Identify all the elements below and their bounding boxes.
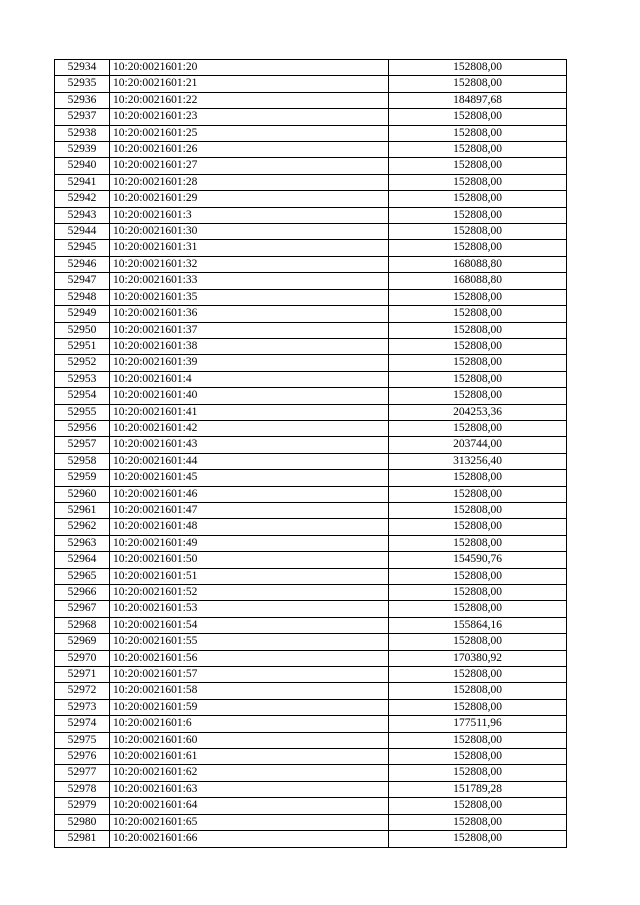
row-number-cell: 52981 (55, 831, 110, 847)
table-row (55, 355, 567, 371)
row-number-cell: 52944 (55, 224, 110, 240)
table-row (55, 256, 567, 272)
cadastral-number-cell: 10:20:0021601:47 (110, 502, 389, 518)
value-cell: 168088,80 (389, 256, 567, 272)
row-number-cell: 52946 (55, 256, 110, 272)
value-cell: 152808,00 (389, 76, 567, 92)
table-row (55, 76, 567, 92)
cadastral-number-cell: 10:20:0021601:60 (110, 732, 389, 748)
table-row (55, 732, 567, 748)
value-cell: 152808,00 (389, 601, 567, 617)
value-cell: 313256,40 (389, 453, 567, 469)
value-cell: 152808,00 (389, 798, 567, 814)
value-cell: 152808,00 (389, 60, 567, 76)
row-number-cell: 52976 (55, 749, 110, 765)
cadastral-number-cell: 10:20:0021601:62 (110, 765, 389, 781)
value-cell: 152808,00 (389, 749, 567, 765)
value-cell: 152808,00 (389, 683, 567, 699)
row-number-cell: 52956 (55, 420, 110, 436)
cadastral-number-cell: 10:20:0021601:55 (110, 634, 389, 650)
row-number-cell: 52975 (55, 732, 110, 748)
value-cell: 154590,76 (389, 552, 567, 568)
value-cell: 170380,92 (389, 650, 567, 666)
value-cell: 152808,00 (389, 125, 567, 141)
cadastral-number-cell: 10:20:0021601:32 (110, 256, 389, 272)
table-row (55, 191, 567, 207)
value-cell: 152808,00 (389, 289, 567, 305)
row-number-cell: 52970 (55, 650, 110, 666)
row-number-cell: 52972 (55, 683, 110, 699)
cadastral-number-cell: 10:20:0021601:20 (110, 60, 389, 76)
value-cell: 152808,00 (389, 634, 567, 650)
value-cell: 177511,96 (389, 716, 567, 732)
row-number-cell: 52979 (55, 798, 110, 814)
cadastral-number-cell: 10:20:0021601:28 (110, 174, 389, 190)
table-row (55, 125, 567, 141)
cadastral-number-cell: 10:20:0021601:48 (110, 519, 389, 535)
table-row (55, 207, 567, 223)
row-number-cell: 52980 (55, 814, 110, 830)
row-number-cell: 52951 (55, 338, 110, 354)
table-row (55, 338, 567, 354)
row-number-cell: 52948 (55, 289, 110, 305)
value-cell: 152808,00 (389, 174, 567, 190)
row-number-cell: 52977 (55, 765, 110, 781)
value-cell: 152808,00 (389, 831, 567, 847)
table-body (55, 60, 567, 848)
row-number-cell: 52967 (55, 601, 110, 617)
table-row (55, 781, 567, 797)
row-number-cell: 52973 (55, 699, 110, 715)
row-number-cell: 52955 (55, 404, 110, 420)
cadastral-number-cell: 10:20:0021601:4 (110, 371, 389, 387)
cadastral-number-cell: 10:20:0021601:44 (110, 453, 389, 469)
cadastral-number-cell: 10:20:0021601:63 (110, 781, 389, 797)
cadastral-number-cell: 10:20:0021601:36 (110, 306, 389, 322)
value-cell: 152808,00 (389, 191, 567, 207)
value-cell: 152808,00 (389, 338, 567, 354)
row-number-cell: 52941 (55, 174, 110, 190)
cadastral-number-cell: 10:20:0021601:57 (110, 667, 389, 683)
value-cell: 152808,00 (389, 322, 567, 338)
table-row (55, 502, 567, 518)
row-number-cell: 52964 (55, 552, 110, 568)
value-cell: 152808,00 (389, 732, 567, 748)
table-row (55, 174, 567, 190)
row-number-cell: 52945 (55, 240, 110, 256)
table-row (55, 306, 567, 322)
cadastral-number-cell: 10:20:0021601:59 (110, 699, 389, 715)
row-number-cell: 52950 (55, 322, 110, 338)
row-number-cell: 52969 (55, 634, 110, 650)
value-cell: 152808,00 (389, 371, 567, 387)
row-number-cell: 52958 (55, 453, 110, 469)
table-row (55, 289, 567, 305)
cadastral-number-cell: 10:20:0021601:65 (110, 814, 389, 830)
cadastral-number-cell: 10:20:0021601:30 (110, 224, 389, 240)
cadastral-number-cell: 10:20:0021601:29 (110, 191, 389, 207)
value-cell: 203744,00 (389, 437, 567, 453)
table-row (55, 453, 567, 469)
value-cell: 152808,00 (389, 667, 567, 683)
cadastral-number-cell: 10:20:0021601:42 (110, 420, 389, 436)
row-number-cell: 52953 (55, 371, 110, 387)
table-row (55, 109, 567, 125)
cadastral-number-cell: 10:20:0021601:56 (110, 650, 389, 666)
row-number-cell: 52940 (55, 158, 110, 174)
table-row (55, 404, 567, 420)
row-number-cell: 52943 (55, 207, 110, 223)
cadastral-number-cell: 10:20:0021601:25 (110, 125, 389, 141)
value-cell: 204253,36 (389, 404, 567, 420)
value-cell: 152808,00 (389, 535, 567, 551)
cadastral-number-cell: 10:20:0021601:35 (110, 289, 389, 305)
table-row (55, 388, 567, 404)
table-row (55, 798, 567, 814)
cadastral-number-cell: 10:20:0021601:51 (110, 568, 389, 584)
value-cell: 152808,00 (389, 814, 567, 830)
row-number-cell: 52968 (55, 617, 110, 633)
cadastral-number-cell: 10:20:0021601:27 (110, 158, 389, 174)
cadastral-number-cell: 10:20:0021601:41 (110, 404, 389, 420)
table-row (55, 470, 567, 486)
table-row (55, 765, 567, 781)
row-number-cell: 52939 (55, 142, 110, 158)
cadastral-number-cell: 10:20:0021601:3 (110, 207, 389, 223)
table-row (55, 371, 567, 387)
cadastral-number-cell: 10:20:0021601:46 (110, 486, 389, 502)
table-row (55, 273, 567, 289)
value-cell: 152808,00 (389, 502, 567, 518)
value-cell: 152808,00 (389, 142, 567, 158)
cadastral-number-cell: 10:20:0021601:38 (110, 338, 389, 354)
table-row (55, 486, 567, 502)
value-cell: 168088,80 (389, 273, 567, 289)
table-row (55, 667, 567, 683)
value-cell: 152808,00 (389, 355, 567, 371)
cadastral-number-cell: 10:20:0021601:33 (110, 273, 389, 289)
cadastral-number-cell: 10:20:0021601:52 (110, 585, 389, 601)
cadastral-value-table (54, 59, 567, 848)
value-cell: 152808,00 (389, 765, 567, 781)
cadastral-number-cell: 10:20:0021601:22 (110, 92, 389, 108)
table-row (55, 92, 567, 108)
row-number-cell: 52942 (55, 191, 110, 207)
value-cell: 152808,00 (389, 470, 567, 486)
value-cell: 152808,00 (389, 388, 567, 404)
cadastral-number-cell: 10:20:0021601:58 (110, 683, 389, 699)
table-row (55, 585, 567, 601)
value-cell: 152808,00 (389, 585, 567, 601)
table-row (55, 699, 567, 715)
table-row (55, 749, 567, 765)
row-number-cell: 52938 (55, 125, 110, 141)
cadastral-number-cell: 10:20:0021601:64 (110, 798, 389, 814)
row-number-cell: 52936 (55, 92, 110, 108)
table-row (55, 142, 567, 158)
table-row (55, 683, 567, 699)
table-row (55, 60, 567, 76)
table-row (55, 552, 567, 568)
row-number-cell: 52971 (55, 667, 110, 683)
table-row (55, 322, 567, 338)
value-cell: 152808,00 (389, 158, 567, 174)
value-cell: 152808,00 (389, 224, 567, 240)
cadastral-number-cell: 10:20:0021601:39 (110, 355, 389, 371)
table-row (55, 831, 567, 847)
document-page (54, 59, 566, 848)
row-number-cell: 52966 (55, 585, 110, 601)
row-number-cell: 52952 (55, 355, 110, 371)
table-row (55, 519, 567, 535)
row-number-cell: 52963 (55, 535, 110, 551)
cadastral-number-cell: 10:20:0021601:61 (110, 749, 389, 765)
table-row (55, 420, 567, 436)
row-number-cell: 52954 (55, 388, 110, 404)
row-number-cell: 52978 (55, 781, 110, 797)
row-number-cell: 52965 (55, 568, 110, 584)
row-number-cell: 52947 (55, 273, 110, 289)
cadastral-number-cell: 10:20:0021601:53 (110, 601, 389, 617)
value-cell: 152808,00 (389, 420, 567, 436)
cadastral-number-cell: 10:20:0021601:23 (110, 109, 389, 125)
row-number-cell: 52937 (55, 109, 110, 125)
row-number-cell: 52949 (55, 306, 110, 322)
cadastral-number-cell: 10:20:0021601:37 (110, 322, 389, 338)
row-number-cell: 52962 (55, 519, 110, 535)
row-number-cell: 52935 (55, 76, 110, 92)
value-cell: 152808,00 (389, 240, 567, 256)
row-number-cell: 52957 (55, 437, 110, 453)
cadastral-number-cell: 10:20:0021601:49 (110, 535, 389, 551)
value-cell: 152808,00 (389, 109, 567, 125)
table-row (55, 535, 567, 551)
value-cell: 152808,00 (389, 699, 567, 715)
table-row (55, 716, 567, 732)
row-number-cell: 52960 (55, 486, 110, 502)
cadastral-number-cell: 10:20:0021601:66 (110, 831, 389, 847)
value-cell: 152808,00 (389, 207, 567, 223)
cadastral-number-cell: 10:20:0021601:31 (110, 240, 389, 256)
table-row (55, 601, 567, 617)
value-cell: 151789,28 (389, 781, 567, 797)
value-cell: 152808,00 (389, 568, 567, 584)
cadastral-number-cell: 10:20:0021601:26 (110, 142, 389, 158)
cadastral-number-cell: 10:20:0021601:21 (110, 76, 389, 92)
value-cell: 152808,00 (389, 486, 567, 502)
value-cell: 152808,00 (389, 306, 567, 322)
row-number-cell: 52961 (55, 502, 110, 518)
table-row (55, 634, 567, 650)
table-row (55, 617, 567, 633)
value-cell: 155864,16 (389, 617, 567, 633)
cadastral-number-cell: 10:20:0021601:40 (110, 388, 389, 404)
row-number-cell: 52959 (55, 470, 110, 486)
table-row (55, 224, 567, 240)
value-cell: 152808,00 (389, 519, 567, 535)
cadastral-number-cell: 10:20:0021601:50 (110, 552, 389, 568)
cadastral-number-cell: 10:20:0021601:45 (110, 470, 389, 486)
table-row (55, 650, 567, 666)
table-row (55, 568, 567, 584)
cadastral-number-cell: 10:20:0021601:54 (110, 617, 389, 633)
cadastral-number-cell: 10:20:0021601:6 (110, 716, 389, 732)
cadastral-number-cell: 10:20:0021601:43 (110, 437, 389, 453)
row-number-cell: 52934 (55, 60, 110, 76)
table-row (55, 240, 567, 256)
table-row (55, 158, 567, 174)
row-number-cell: 52974 (55, 716, 110, 732)
value-cell: 184897,68 (389, 92, 567, 108)
table-row (55, 437, 567, 453)
table-row (55, 814, 567, 830)
